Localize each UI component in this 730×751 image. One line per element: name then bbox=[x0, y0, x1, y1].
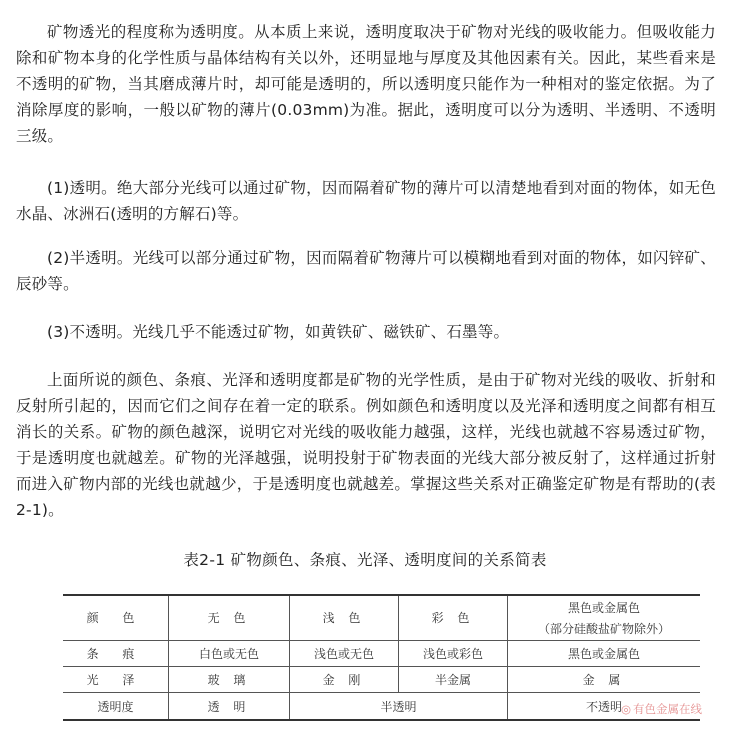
cell-color-dark-line1: 黑色或金属色 bbox=[567, 600, 640, 615]
cell-transparency-3: 不透明 bbox=[508, 693, 701, 719]
watermark-text: 有色金属在线 bbox=[633, 702, 702, 716]
table-row-luster bbox=[63, 667, 700, 693]
cell-transparency-2: 半透明 bbox=[290, 693, 508, 719]
cell-streak-1: 白色或无色 bbox=[169, 640, 290, 666]
cell-luster-2: 金 刚 bbox=[290, 667, 399, 693]
table-row-transparency bbox=[63, 693, 700, 719]
row-label-transparency: 透明度 bbox=[63, 693, 169, 719]
paragraph-relationship: 上面所说的颜色、条痕、光泽和透明度都是矿物的光学性质，是由于矿物对光线的吸收、折射和反射所引起的，因而它们之间存在着一定的联系。例如颜色和透明度以及光泽和透明度之间都有相互消长的关系。矿物的颜色越深，说明它对光线的吸收能力越强，这样，光线也就越不容易透过矿物，于是透明度也就越差。矿物的光泽越强，说明投射于矿物表面的光线大部分被反射了，这样通过折射而进入矿物内部的光线也就越少，于是透明度也就越差。掌握这些关系对正确鉴定矿物是有帮助的(表2-1)。 bbox=[16, 371, 716, 519]
watermark-logo-icon: ◎ bbox=[620, 702, 631, 716]
table-caption: 表2-1 矿物颜色、条痕、光泽、透明度间的关系简表 bbox=[183, 551, 547, 569]
paragraph-transparent: (1)透明。绝大部分光线可以通过矿物，因而隔着矿物的薄片可以清楚地看到对面的物体，如无色水晶、冰洲石(透明的方解石)等。 bbox=[16, 179, 716, 223]
table-row-color bbox=[63, 596, 700, 640]
paragraph-intro: 矿物透光的程度称为透明度。从本质上来说，透明度取决于矿物对光线的吸收能力。但吸收能力除和矿物本身的化学性质与晶体结构有关以外，还明显地与厚度及其他因素有关。因此，某些看来是不透明的矿物，当其磨成薄片时，却可能是透明的，所以透明度只能作为一种相对的鉴定依据。为了消除厚度的影响，一般以矿物的薄片(0.03mm)为准。据此，透明度可以分为透明、半透明、不透明三级。 bbox=[16, 23, 716, 145]
cell-transparency-1: 透 明 bbox=[169, 693, 290, 719]
row-label-color: 颜 色 bbox=[63, 596, 169, 640]
paragraph-opaque: (3)不透明。光线几乎不能透过矿物，如黄铁矿、磁铁矿、石墨等。 bbox=[47, 323, 510, 341]
cell-luster-1: 玻 璃 bbox=[169, 667, 290, 693]
row-label-luster: 光 泽 bbox=[63, 667, 169, 693]
watermark bbox=[621, 701, 702, 717]
table-row-streak bbox=[63, 640, 700, 666]
cell-luster-3: 半金属 bbox=[399, 667, 508, 693]
row-label-streak: 条 痕 bbox=[63, 640, 169, 666]
cell-streak-2: 浅色或无色 bbox=[290, 640, 399, 666]
cell-luster-4: 金 属 bbox=[508, 667, 701, 693]
cell-streak-3: 浅色或彩色 bbox=[399, 640, 508, 666]
cell-color-dark-line2: （部分硅酸盐矿物除外） bbox=[537, 621, 670, 636]
paragraph-translucent: (2)半透明。光线可以部分通过矿物，因而隔着矿物薄片可以模糊地看到对面的物体，如闪锌矿、辰砂等。 bbox=[16, 249, 716, 293]
cell-color-colored: 彩 色 bbox=[399, 596, 508, 640]
cell-color-dark bbox=[508, 596, 701, 640]
cell-streak-4: 黑色或金属色 bbox=[508, 640, 701, 666]
cell-color-light: 浅 色 bbox=[290, 596, 399, 640]
cell-color-colorless: 无 色 bbox=[169, 596, 290, 640]
relationship-table bbox=[63, 594, 700, 721]
